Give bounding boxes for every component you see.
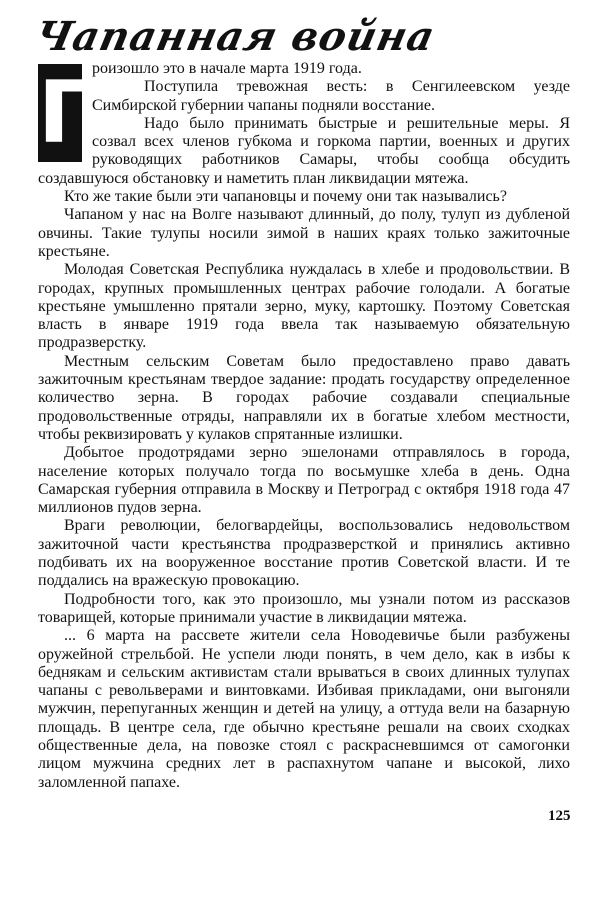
paragraph-5: Чапаном у нас на Волге называют длинный, до полу, тулуп из дубленой овчины. Такие тулупы носили зимой в наших краях только зажиточные крестьяне. (38, 206, 570, 260)
paragraph-1: роизошло это в начале марта 1919 года. (92, 60, 362, 77)
paragraph-11: ... 6 марта на рассвете жители села Новодевичье были разбужены оружейной стрельбой. Не успели люди понять, в чем дело, как в избы к беднякам и сельским активистам стали врываться в своих длинных тулупах чапаны с револьверами и винтовками. Избивая прикладами, они выгоняли мужчин, перепуганных женщин и детей на улицу, а оттуда вели на базарную площадь. В центре села, где обычно крестьяне решали на своих сходках общественные дела, на повозке стоял с раскрасневшимся от самогонки лицом мужчина средних лет в распахнутом чапане и высокой, лихо заломленной папахе. (38, 627, 570, 791)
paragraph-6: Молодая Советская Республика нуждалась в хлебе и продовольствии. В городах, крупных промышленных центрах рабочие голодали. А богатые крестьяне умышленно прятали зерно, муку, картошку. Поэтому Советская власть в январе 1919 года ввела так называемую обязательную продразверстку. (38, 261, 570, 352)
drop-cap-letter: П (38, 63, 110, 163)
paragraph-3: Надо было принимать быстрые и решительные меры. Я созвал всех членов губкома и горкома партии, военных и других руководящих работников Самары, чтобы сообща обсудить создавшуюся обстановку и наметить план ликвидации мятежа. (38, 114, 570, 187)
paragraph-10: Подробности того, как это произошло, мы узнали потом из рассказов товарищей, которые принимали участие в ликвидации мятежа. (38, 590, 570, 626)
paragraph-2: Поступила тревожная весть: в Сенгилеевском уезде Симбирской губернии чапаны подняли восстание. (92, 78, 570, 114)
paragraph-8: Добытое продотрядами зерно эшелонами отправлялось в города, население которых получало тогда по восьмушке хлеба в день. Одна Самарская губерния отправила в Москву и Петроград с октября 1918 года 47 миллионов пудов зерна. (38, 444, 570, 517)
paragraph-7: Местным сельским Советам было предоставлено право давать зажиточным крестьянам твердое задание: продать государству определенное количество зерна. В городах рабочие создавали специальные продовольственные отряды, направляли их в богатые хлебом местности, чтобы реквизировать у кулаков спрятанные излишки. (38, 352, 570, 443)
body-text (38, 60, 570, 792)
chapter-title: Чапанная война (30, 13, 440, 60)
paragraph-4: Кто же такие были эти чапановцы и почему они так назывались? (64, 188, 507, 206)
paragraph-9: Враги революции, белогвардейцы, воспользовались недовольством зажиточной части крестьянства продразверсткой и принялись активно подбивать их на вооруженное восстание против Советской власти. И те поддались на вражескую провокацию. (38, 517, 570, 590)
page-number: 125 (548, 808, 571, 824)
